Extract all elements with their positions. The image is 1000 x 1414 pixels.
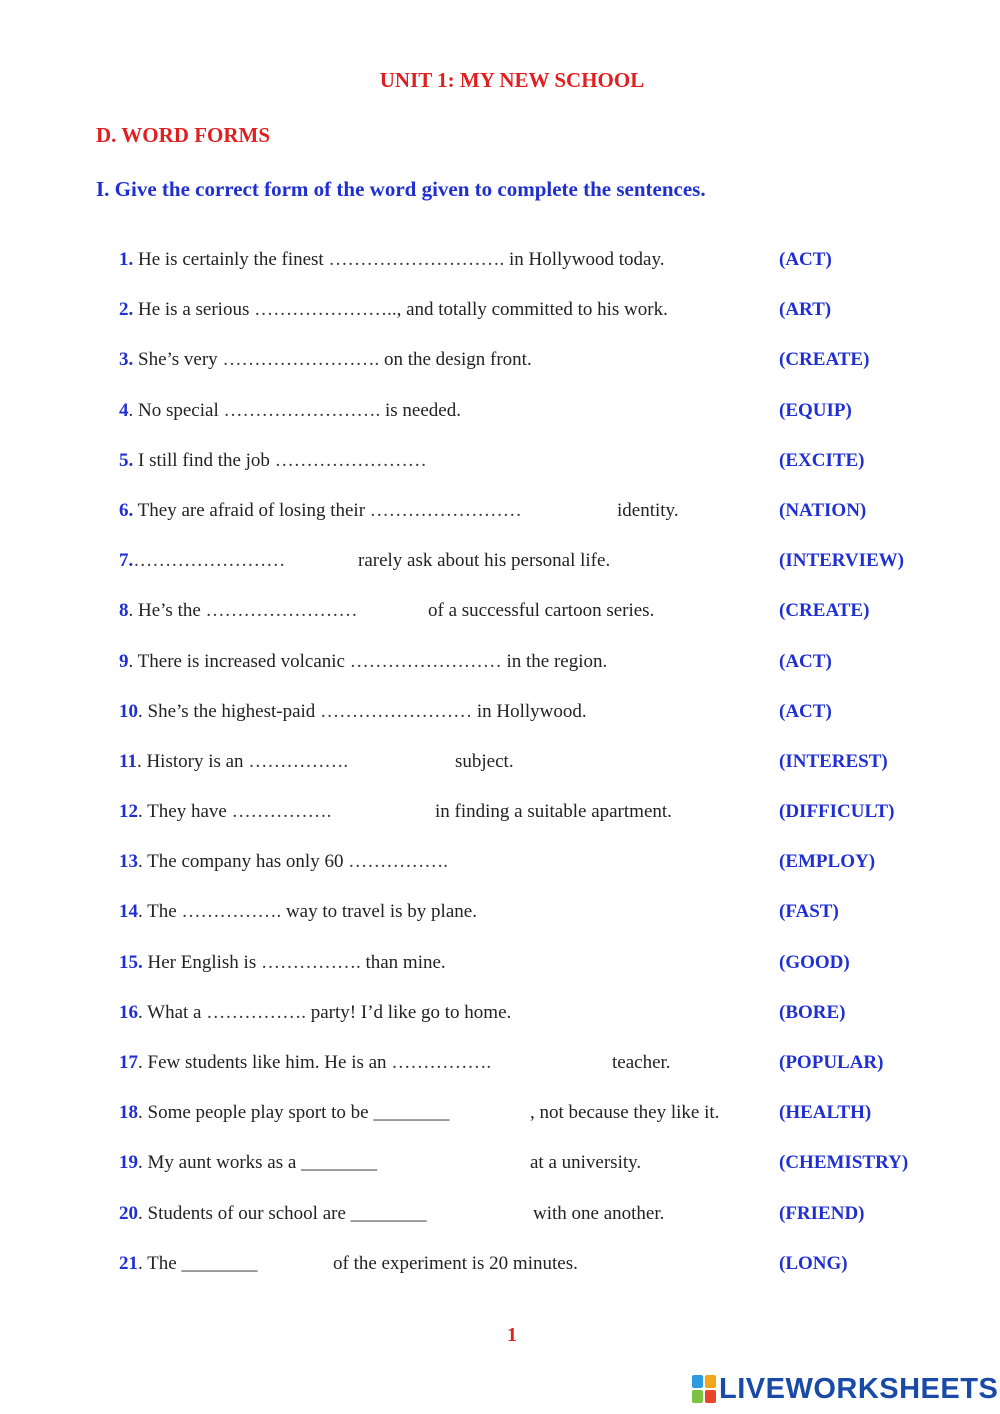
exercise-item [119,947,989,997]
item-number: 10 [119,700,138,722]
exercise-item [119,1248,989,1298]
item-text-before: He is certainly the finest [133,249,329,270]
item-number: 20 [119,1202,138,1224]
item-text-after: rarely ask about his personal life. [358,550,611,572]
item-text-after: , not because they like it. [530,1102,720,1124]
item-text-after: party! I’d like go to home. [306,1001,512,1023]
item-number: 21 [119,1252,138,1274]
item-number: 18 [119,1102,138,1124]
logo-tile [692,1375,703,1388]
item-text-after: on the design front. [379,349,532,371]
item-text-before: . Some people play sport to be [138,1102,374,1124]
item-text-before: . The company has only 60 [138,851,349,873]
item-text-after: in finding a suitable apartment. [435,801,672,823]
answer-blank[interactable]: ……………. [391,1052,492,1073]
item-number: 13 [119,851,138,873]
exercise-item [119,846,989,896]
word-hint: (GOOD) [779,951,850,973]
answer-blank[interactable]: ………………….. [254,299,397,321]
item-number: 6. [119,499,134,521]
answer-blank[interactable]: ……………. [248,750,349,772]
exercise-item [119,997,989,1047]
page-number: 1 [507,1324,517,1346]
liveworksheets-logo-icon [692,1375,716,1403]
answer-blank[interactable]: ……………………. [222,349,380,371]
answer-blank[interactable]: ________ [301,1152,378,1174]
word-hint: (INTERVIEW) [779,550,904,572]
exercise-item [119,1198,989,1248]
answer-blank[interactable]: ________ [350,1202,427,1224]
answer-blank[interactable]: ……………. [348,851,448,873]
item-text-before: . There is increased volcanic [128,650,350,672]
word-hint: (INTEREST) [779,750,888,772]
word-hint: (CREATE) [779,600,870,622]
item-text-after: subject. [455,750,514,772]
word-hint: (POPULAR) [779,1052,884,1073]
item-text-before: . The [138,1252,182,1274]
word-hint: (ACT) [779,650,832,672]
word-hint: (LONG) [779,1252,848,1274]
item-number: 14 [119,901,138,923]
answer-blank[interactable]: …………………… [274,449,427,471]
word-hint: (HEALTH) [779,1102,872,1124]
word-hint: (EMPLOY) [779,851,876,873]
item-text-after: in Hollywood. [472,700,587,722]
logo-tile [705,1390,716,1403]
item-number: 12 [119,801,138,823]
item-text-after: is needed. [380,399,461,421]
item-text-before: He is a serious [133,299,255,321]
word-hint: (EXCITE) [779,449,865,471]
exercise-item [119,344,989,394]
exercise-item [119,495,989,545]
item-text-before: . History is an [136,750,249,772]
item-text-before: Her English is [142,951,261,973]
item-text-before: . What a [138,1001,207,1023]
exercise-item [119,445,989,495]
item-text-before: . The [138,901,182,923]
item-text-after: of a successful cartoon series. [428,600,655,622]
item-text-before: . Students of our school are [138,1202,351,1224]
word-hint: (ACT) [779,249,832,270]
item-text-after: identity. [617,499,679,521]
item-text-after: than mine. [360,951,446,973]
item-text-before: They are afraid of losing their [133,499,370,521]
exercise-item [119,746,989,796]
item-number: 3. [119,349,134,371]
exercise-item [119,595,989,645]
exercise-instruction: I. Give the correct form of the word given to complete the sentences. [96,177,706,201]
item-text-before: . My aunt works as a [138,1152,302,1174]
item-number: 17 [119,1052,138,1073]
exercise-item [119,545,989,595]
item-number: 19 [119,1152,138,1174]
liveworksheets-logo[interactable] [692,1372,998,1406]
word-hint: (ACT) [779,700,832,722]
answer-blank[interactable]: ……………. [181,901,282,923]
answer-blank[interactable]: ……………………. [223,399,381,421]
item-text-after: in Hollywood today. [504,249,665,270]
word-hint: (CREATE) [779,349,870,371]
exercise-item [119,395,989,445]
word-hint: (EQUIP) [779,399,852,421]
item-text-before: . He’s the [128,600,206,622]
item-number: 15. [119,951,143,973]
item-text-before: . She’s the highest-paid [138,700,321,722]
item-number: 9 [119,650,129,672]
answer-blank[interactable]: ________ [373,1102,450,1124]
item-number: 4 [119,399,129,421]
page-title: UNIT 1: MY NEW SCHOOL [379,68,645,92]
exercise-item [119,294,989,344]
item-text-after: with one another. [533,1202,665,1224]
item-text-after: , and totally committed to his work. [396,299,668,321]
exercise-item [119,1047,989,1097]
word-hint: (DIFFICULT) [779,801,895,823]
answer-blank[interactable]: ________ [181,1252,258,1274]
logo-tile [705,1375,716,1388]
exercise-item [119,796,989,846]
item-number: 11 [119,750,137,772]
item-text-after: teacher. [612,1052,671,1073]
item-number: 16 [119,1001,138,1023]
item-text-before: I still find the job [133,449,275,471]
item-text-before: . They have [138,801,232,823]
exercise-item [119,244,989,294]
word-hint: (FAST) [779,901,839,923]
word-hint: (FRIEND) [779,1202,865,1224]
item-text-after: at a university. [530,1152,642,1174]
item-text-before: She’s very [133,349,223,371]
word-hint: (NATION) [779,499,867,521]
answer-blank[interactable]: …………………… [133,550,286,572]
item-number: 7. [119,550,134,572]
logo-text: LIVEWORKSHEETS [719,1372,999,1405]
word-hint: (BORE) [779,1001,846,1023]
answer-blank[interactable]: …………………… [320,700,473,722]
item-text-after: way to travel is by plane. [281,901,477,923]
answer-blank[interactable]: ………………………. [328,249,505,270]
section-heading: D. WORD FORMS [96,123,271,147]
answer-blank[interactable]: …………………… [369,499,522,521]
answer-blank[interactable]: …………………… [349,650,502,672]
item-number: 5. [119,449,134,471]
item-number: 2. [119,299,134,321]
exercise-item [119,896,989,946]
item-text-after: in the region. [501,650,608,672]
answer-blank[interactable]: ……………. [260,951,361,973]
exercise-item [119,1097,989,1147]
answer-blank[interactable]: ……………. [231,801,332,823]
item-number: 1. [119,249,134,270]
exercise-item [119,646,989,696]
exercise-item [119,1147,989,1197]
exercise-list [119,244,989,1298]
item-text-before: . No special [128,399,224,421]
item-number: 8 [119,600,129,622]
word-hint: (CHEMISTRY) [779,1152,909,1174]
answer-blank[interactable]: …………………… [205,600,358,622]
logo-tile [692,1390,703,1403]
answer-blank[interactable]: ……………. [206,1001,306,1023]
item-text-after: of the experiment is 20 minutes. [333,1252,578,1274]
exercise-item [119,696,989,746]
word-hint: (ART) [779,299,832,321]
item-text-before: . Few students like him. He is an [138,1052,392,1073]
